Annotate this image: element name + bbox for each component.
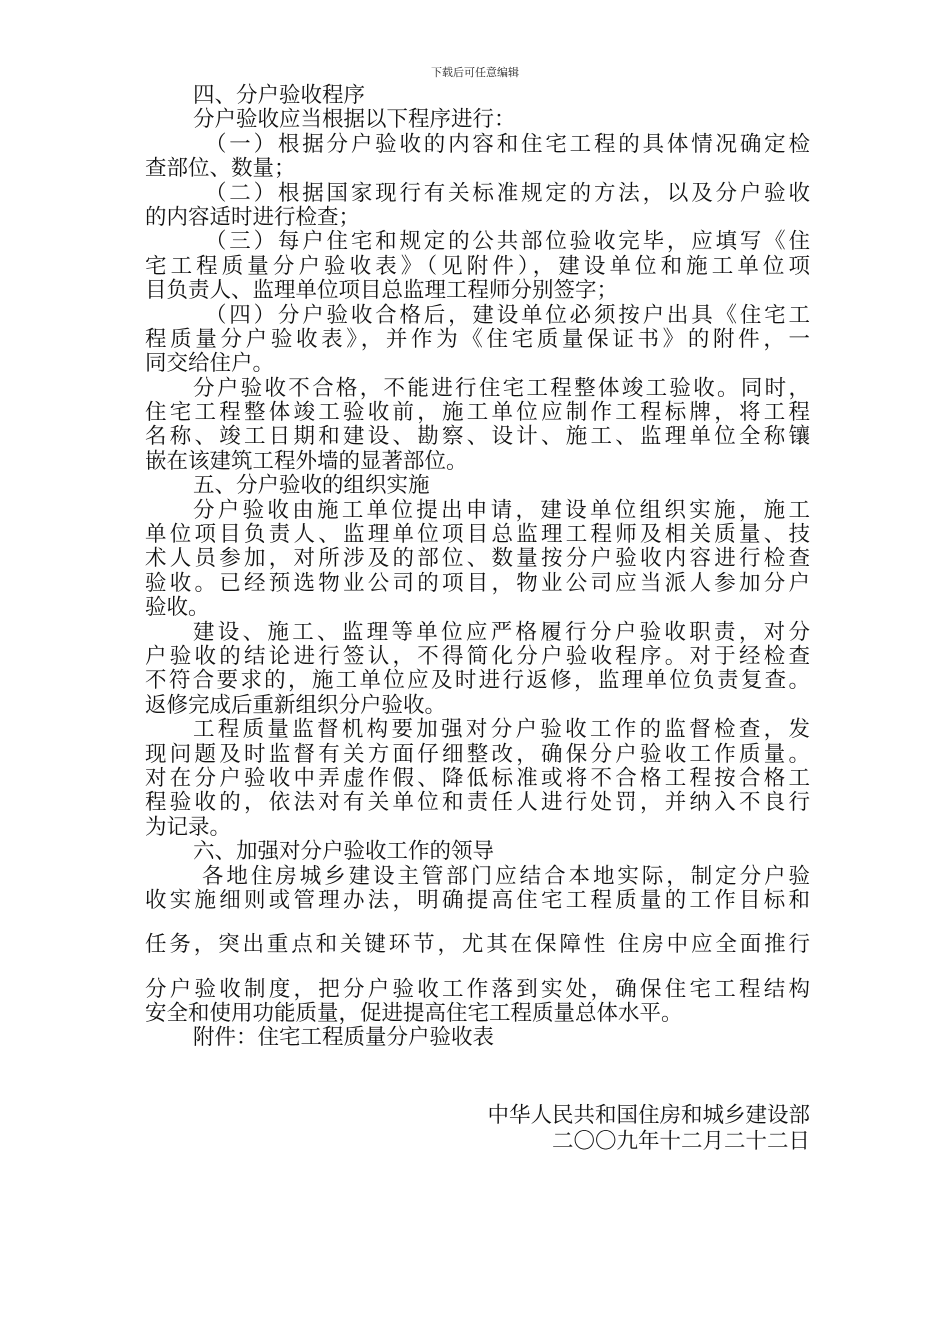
text-line: 分户验收由施工单位提出申请，建设单位组织实施，施工 bbox=[193, 497, 810, 523]
text-line: 五、分户验收的组织实施 bbox=[193, 473, 430, 499]
text-line: 术人员参加，对所涉及的部位、数量按分户验收内容进行检查 bbox=[145, 546, 810, 572]
text-line: 各地住房城乡建设主管部门应结合本地实际，制定分户验 bbox=[202, 863, 810, 889]
text-line: 现问题及时监督有关方面仔细整改，确保分户验收工作质量。 bbox=[145, 741, 810, 767]
text-line: （三）每户住宅和规定的公共部位验收完毕，应填写《住 bbox=[205, 229, 810, 255]
text-line: 工程质量监督机构要加强对分户验收工作的监督检查，发 bbox=[193, 717, 810, 743]
text-line: 建设、施工、监理等单位应严格履行分户验收职责，对分 bbox=[193, 619, 810, 645]
text-line: 同交给住户。 bbox=[145, 351, 275, 377]
text-line: 程验收的，依法对有关单位和责任人进行处罚，并纳入不良行 bbox=[145, 790, 810, 816]
text-line: 不符合要求的，施工单位应及时进行返修，监理单位负责复查。 bbox=[145, 668, 810, 694]
text-line: 对在分户验收中弄虚作假、降低标准或将不合格工程按合格工 bbox=[145, 765, 810, 791]
text-line: 安全和使用功能质量，促进提高住宅工程质量总体水平。 bbox=[145, 1001, 683, 1027]
text-line: 分户验收应当根据以下程序进行： bbox=[193, 107, 516, 133]
text-line: 分户验收制度，把分户验收工作落到实处，确保住宅工程结构 bbox=[145, 976, 810, 1002]
text-line: 名称、竣工日期和建设、勘察、设计、施工、监理单位全称镶 bbox=[145, 424, 810, 450]
text-line: 任务，突出重点和关键环节，尤其在保障性 住房中应全面推行 bbox=[145, 932, 810, 958]
text-line: （二）根据国家现行有关标准规定的方法，以及分户验收 bbox=[205, 180, 810, 206]
text-line: 验收。已经预选物业公司的项目，物业公司应当派人参加分户 bbox=[145, 570, 810, 596]
text-line: 验收。 bbox=[145, 595, 210, 621]
text-line: 六、加强对分户验收工作的领导 bbox=[193, 839, 495, 865]
text-line: 查部位、数量； bbox=[145, 156, 296, 182]
text-line: 为记录。 bbox=[145, 814, 232, 840]
text-line: 嵌在该建筑工程外墙的显著部位。 bbox=[145, 448, 468, 474]
text-line: 住宅工程整体竣工验收前，施工单位应制作工程标牌，将工程 bbox=[145, 400, 810, 426]
document-body bbox=[145, 84, 810, 1051]
text-line: 收实施细则或管理办法，明确提高住宅工程质量的工作目标和 bbox=[145, 887, 810, 913]
text-line: （一）根据分户验收的内容和住宅工程的具体情况确定检 bbox=[205, 131, 810, 157]
text-line: 返修完成后重新组织分户验收。 bbox=[145, 692, 447, 718]
text-line: 的内容适时进行检查； bbox=[145, 204, 361, 230]
text-line: 四、分户验收程序 bbox=[193, 83, 366, 108]
text-line: 分户验收不合格，不能进行住宅工程整体竣工验收。同时， bbox=[193, 375, 810, 401]
issuing-organization: 中华人民共和国住房和城乡建设部 bbox=[487, 1103, 810, 1128]
text-line: 单位项目负责人、监理单位项目总监理工程师及相关质量、技 bbox=[145, 522, 810, 548]
text-line: 目负责人、监理单位项目总监理工程师分别签字； bbox=[145, 278, 619, 304]
text-line: 宅工程质量分户验收表》（见附件），建设单位和施工单位项 bbox=[145, 253, 810, 279]
text-line: （四）分户验收合格后，建设单位必须按户出具《住宅工 bbox=[205, 302, 810, 328]
page-header-note: 下载后可任意编辑 bbox=[431, 66, 519, 79]
issue-date: 二〇〇九年十二月二十二日 bbox=[551, 1129, 810, 1154]
text-line: 程质量分户验收表》，并作为《住宅质量保证书》的附件，一 bbox=[145, 326, 810, 352]
text-line: 附件：住宅工程质量分户验收表 bbox=[193, 1025, 495, 1051]
text-line: 户验收的结论进行签认，不得简化分户验收程序。对于经检查 bbox=[145, 643, 810, 669]
